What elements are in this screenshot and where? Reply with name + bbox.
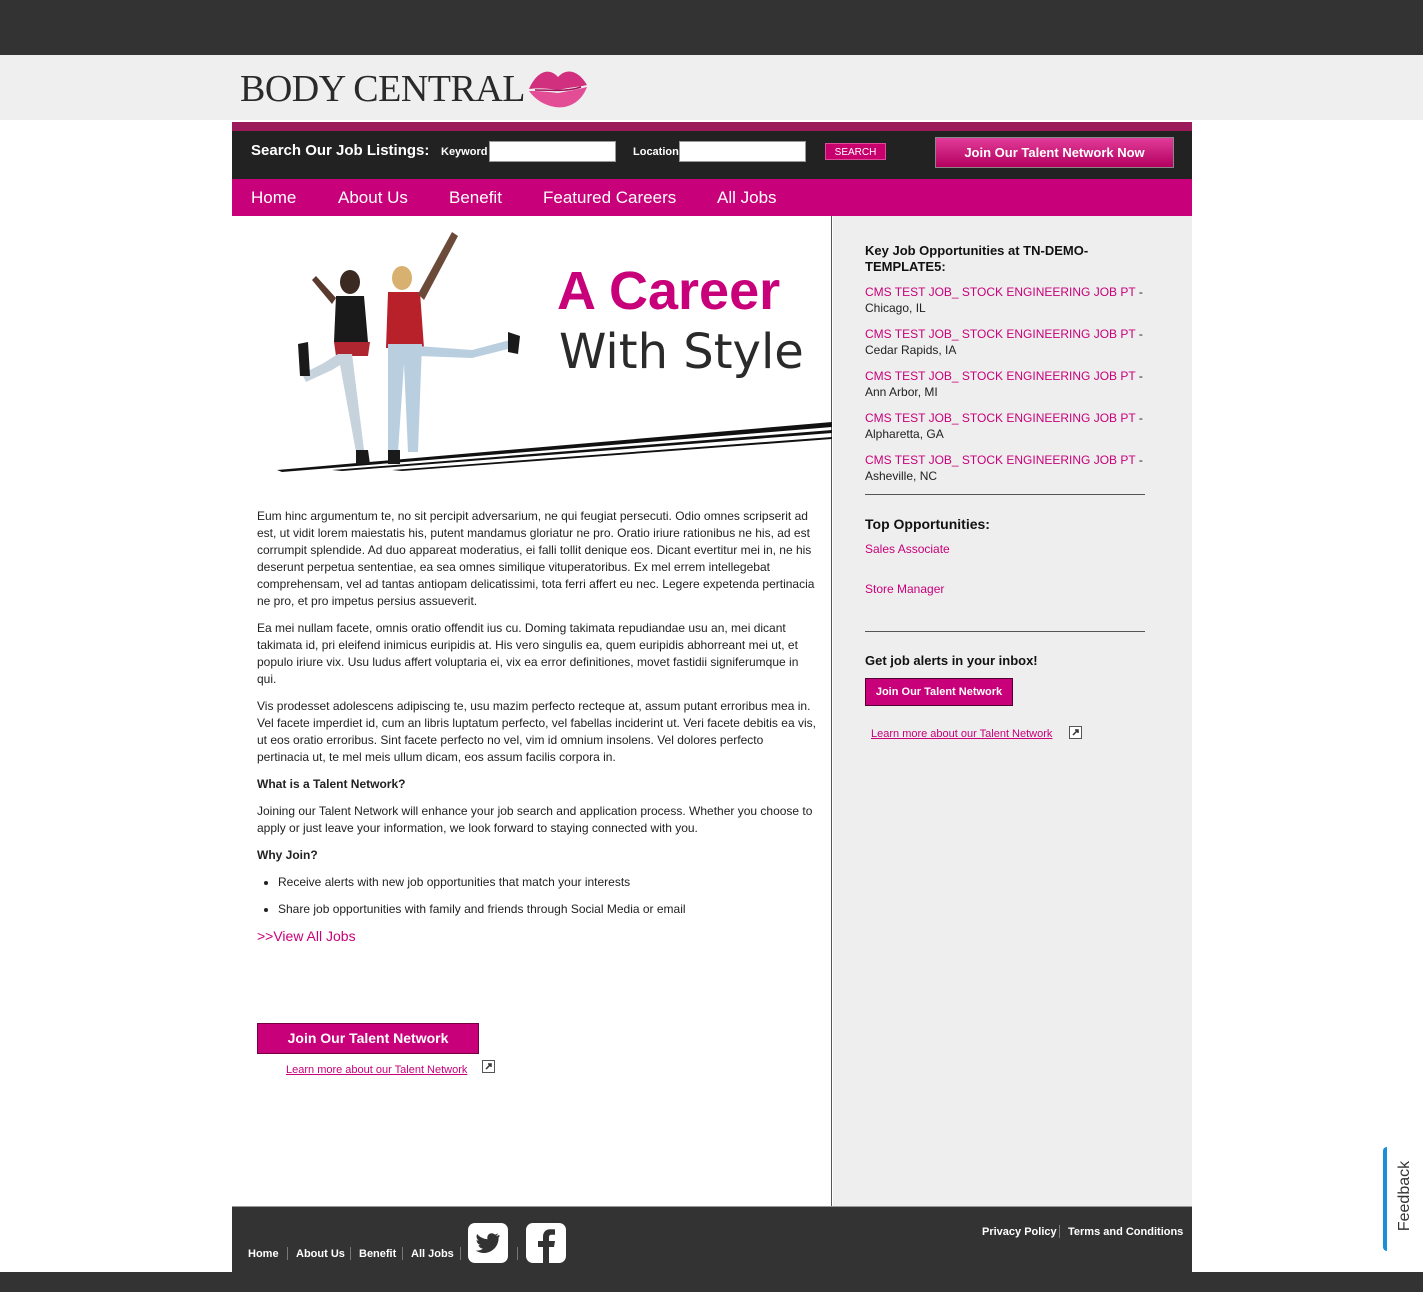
divider	[460, 1247, 461, 1260]
nav-benefit[interactable]: Benefit	[449, 188, 502, 207]
nav-all-jobs[interactable]: All Jobs	[717, 188, 777, 207]
job-title[interactable]: CMS TEST JOB_ STOCK ENGINEERING JOB PT	[865, 327, 1136, 341]
join-talent-network-button[interactable]: Join Our Talent Network	[257, 1023, 479, 1054]
divider	[350, 1247, 351, 1260]
external-link-icon[interactable]	[482, 1060, 495, 1073]
view-all-jobs-link[interactable]: >>View All Jobs	[257, 928, 356, 944]
job-location: Alpharetta, GA	[865, 427, 944, 441]
nav-home[interactable]: Home	[251, 188, 297, 207]
page-container	[232, 122, 1192, 1272]
list-item: • Receive alerts with new job opportunities that match your interests	[278, 874, 817, 891]
top-opportunities-heading: Top Opportunities:	[865, 516, 990, 532]
footer-about-us-link[interactable]: About Us	[296, 1248, 345, 1260]
hero-banner	[272, 224, 832, 474]
divider	[517, 1247, 518, 1260]
footer-all-jobs-link[interactable]: All Jobs	[411, 1248, 454, 1260]
job-location: Cedar Rapids, IA	[865, 343, 957, 357]
divider	[865, 631, 1145, 632]
privacy-policy-link[interactable]: Privacy Policy	[982, 1226, 1057, 1238]
job-location: Ann Arbor, MI	[865, 385, 938, 399]
main-content	[232, 216, 832, 1206]
job-title[interactable]: CMS TEST JOB_ STOCK ENGINEERING JOB PT	[865, 411, 1136, 425]
sidebar-join-talent-network-button[interactable]: Join Our Talent Network	[865, 678, 1013, 706]
job-location: Asheville, NC	[865, 469, 938, 483]
join-talent-network-now-button[interactable]: Join Our Talent Network Now	[935, 137, 1174, 168]
divider	[402, 1247, 403, 1260]
search-button[interactable]: SEARCH	[825, 143, 886, 160]
divider	[865, 494, 1145, 495]
job-listing[interactable]: CMS TEST JOB_ STOCK ENGINEERING JOB PT - Asheville, NC	[865, 453, 1143, 483]
job-location: Chicago, IL	[865, 301, 926, 315]
keyword-label: Keyword	[441, 146, 488, 158]
top-opportunity-store-manager[interactable]: Store Manager	[865, 582, 945, 596]
location-input[interactable]	[679, 141, 806, 162]
footer	[232, 1206, 1192, 1272]
lips-icon	[527, 63, 589, 111]
intro-paragraph-3: Vis prodesset adolescens adipiscing te, usu mazim perfecto recteque at, assum putant erroribus mea in. Vel facete imperdiet id, cum an libris luptatum perfecto, vel fabellas inciderint ut. Veri facete debitis ea vis, ut eos oratio erroribus. Sint facete perfecto no vel, vim id omnium insolens. Vel dolores perfecto pertinacia ut, te mel meis ullum dicam, eos assum facilis corpora in.	[257, 699, 816, 764]
job-listing[interactable]: CMS TEST JOB_ STOCK ENGINEERING JOB PT - Alpharetta, GA	[865, 411, 1143, 441]
keyword-input[interactable]	[489, 141, 616, 162]
location-label: Location	[633, 146, 679, 158]
hero-title-line2: With Style	[559, 324, 804, 380]
job-title[interactable]: CMS TEST JOB_ STOCK ENGINEERING JOB PT	[865, 369, 1136, 383]
job-listing[interactable]: CMS TEST JOB_ STOCK ENGINEERING JOB PT - Chicago, IL	[865, 285, 1143, 315]
main-body-text	[257, 508, 817, 945]
learn-more-link[interactable]: Learn more about our Talent Network	[286, 1064, 468, 1076]
why-join-list	[278, 874, 817, 918]
search-title: Search Our Job Listings:	[251, 142, 430, 159]
job-search-bar	[232, 122, 1192, 179]
feedback-label: Feedback	[1396, 1160, 1413, 1232]
job-alerts-heading: Get job alerts in your inbox!	[865, 653, 1038, 668]
brand-name: BODY CENTRAL	[240, 68, 525, 110]
brand-logo[interactable]	[240, 64, 589, 114]
feedback-tab[interactable]	[1383, 1147, 1423, 1251]
footer-benefit-link[interactable]: Benefit	[359, 1248, 397, 1260]
top-opportunity-sales-associate[interactable]: Sales Associate	[865, 542, 950, 556]
why-join-question: Why Join?	[257, 848, 318, 862]
job-title[interactable]: CMS TEST JOB_ STOCK ENGINEERING JOB PT	[865, 285, 1136, 299]
divider	[1059, 1225, 1060, 1238]
job-listing[interactable]: CMS TEST JOB_ STOCK ENGINEERING JOB PT - Cedar Rapids, IA	[865, 327, 1143, 357]
talent-network-question: What is a Talent Network?	[257, 777, 406, 791]
sidebar	[833, 216, 1192, 1206]
facebook-icon[interactable]	[526, 1223, 566, 1263]
talent-network-answer: Joining our Talent Network will enhance your job search and application process. Whether you choose to apply or just leave your information, we look forward to staying connected with you.	[257, 804, 813, 835]
external-link-icon[interactable]	[1069, 726, 1082, 739]
nav-about-us[interactable]: About Us	[338, 188, 408, 207]
top-bar	[0, 0, 1423, 55]
nav-featured-careers[interactable]: Featured Careers	[543, 188, 677, 207]
intro-paragraph-2: Ea mei nullam facete, omnis oratio offendit ius cu. Doming takimata repudiandae usu an, mei dicant takimata id, pri eleifend inimicus euripidis at. His vero singulis ea, quem euripidis abhorreant mei ut, et populo iriure vix. Usu ludus affert voluptaria ei, vix ea error definitiones, movet fastidii signiferumque in qui.	[257, 621, 799, 686]
intro-paragraph-1: Eum hinc argumentum te, no sit percipit adversarium, ne qui feugiat persecuti. Odio omnes scripserit ad est, ut vidit lorem maiestatis his, putent mandamus gloriatur ne pro. Oratio iriure rationibus ne his, ad est corrumpit splendide. Ad duo appareat moderatius, ei falli tollit denique eos. Dicant evertitur mei in, ne his deserunt perpetua sententiae, ea sea omnes similique vituperatoribus. Ex mel errem intellegebat comprehensam, vel ad tantas antiopam delicatissimi, tota ferri affert eu nec. Legere expetenda pertinacia ne pro, et pro impetus persius assueverit.	[257, 509, 815, 608]
terms-conditions-link[interactable]: Terms and Conditions	[1068, 1226, 1184, 1238]
sidebar-learn-more-link[interactable]: Learn more about our Talent Network	[871, 728, 1053, 740]
hero-title-line1: A Career	[557, 261, 781, 321]
main-nav	[232, 179, 1192, 216]
footer-home-link[interactable]: Home	[248, 1248, 279, 1260]
twitter-icon[interactable]	[468, 1223, 508, 1263]
job-listing[interactable]: CMS TEST JOB_ STOCK ENGINEERING JOB PT - Ann Arbor, MI	[865, 369, 1143, 399]
logo-band	[0, 55, 1423, 120]
job-title[interactable]: CMS TEST JOB_ STOCK ENGINEERING JOB PT	[865, 453, 1136, 467]
list-item: • Share job opportunities with family and friends through Social Media or email	[278, 901, 817, 918]
divider	[287, 1247, 288, 1260]
key-opportunities-heading: Key Job Opportunities at TN-DEMO-TEMPLATE5:	[865, 243, 1089, 274]
